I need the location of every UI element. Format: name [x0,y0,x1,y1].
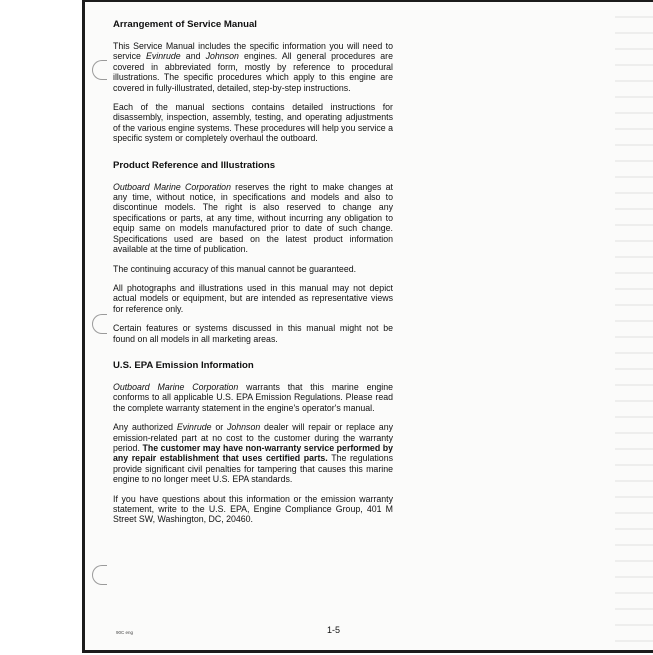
paragraph [113,494,393,525]
paragraph [113,382,393,413]
text-run: engines. All general procedures are covered in abbreviated form, mostly by reference to procedural illustrations. The specific procedures which apply to this engine are covered in fully-illustrated, detailed, step-by-step instructions. [113,51,393,93]
binder-hole-bottom [92,565,107,585]
manual-text [113,19,393,534]
italic-text: Johnson [205,51,239,62]
text-run: dealer will repair or replace any emission-related part at no cost to the customer during the warranty period. [113,422,393,453]
text-run: Certain features or systems discussed in this manual might not be found on all models in all marketing areas. [113,323,393,344]
paragraph [113,182,393,255]
binder-hole-middle [92,314,107,334]
italic-text: Johnson [226,422,261,433]
binder-hole-top [92,60,107,80]
text-run: or [211,422,227,433]
show-through-marks [615,2,653,655]
paragraph [113,283,393,314]
paragraph [113,102,393,144]
text-run: Any authorized [113,422,177,433]
italic-text: Outboard Marine Corporation [113,181,231,192]
section [113,360,393,525]
text-run: If you have questions about this information or the emission warranty statement, write to the U.S. EPA, Engine Compliance Group, 401 M Street SW, Washington, DC, 20460. [113,493,393,525]
section-heading: U.S. EPA Emission Information [113,359,254,371]
text-run: reserves the right to make changes at any time, without notice, in specifications and models and also to discontinue models. The right is also reserved to change any specifications or parts, at any time, without incurring any obligation to equip same on models manufactured prior to date of such change. Specifications used are based on the latest product information available at the time of publication. [113,181,394,255]
text-run: All photographs and illustrations used in this manual may not depict actual models or equipment, but are intended as representative views for reference only. [113,282,393,314]
bold-text: The customer may have non-warranty service performed by any repair establishment that uses certified parts. [113,442,393,464]
section [113,19,393,144]
text-run: warrants that this marine engine conforms to all applicable U.S. EPA Emission Regulations. Please read the complete warranty statement in the engine's operator's manual. [113,381,393,413]
section-heading: Product Reference and Illustrations [113,159,276,171]
footer-code: 90C eng [116,630,134,635]
paragraph [113,323,393,344]
text-run: This Service Manual includes the specific information you will need to service [113,41,393,62]
italic-text: Outboard Marine Corporation [113,381,239,392]
paragraph [113,41,393,93]
text-run: The regulations provide significant civil penalties for tampering that causes this marine engine to no longer meet U.S. EPA standards. [113,453,393,485]
text-run: The continuing accuracy of this manual cannot be guaranteed. [113,263,357,274]
paragraph [113,422,393,484]
section [113,160,393,344]
page-number: 1-5 [327,625,341,635]
text-run: and [180,51,206,62]
italic-text: Evinrude [145,51,181,62]
paragraph [113,264,393,274]
section-heading: Arrangement of Service Manual [113,19,257,30]
text-run: Each of the manual sections contains detailed instructions for disassembly, inspection, assembly, testing, and operating adjustments of the various engine systems. These procedures will help you service a specific system or completely overhaul the outboard. [113,102,394,144]
italic-text: Evinrude [176,422,212,433]
